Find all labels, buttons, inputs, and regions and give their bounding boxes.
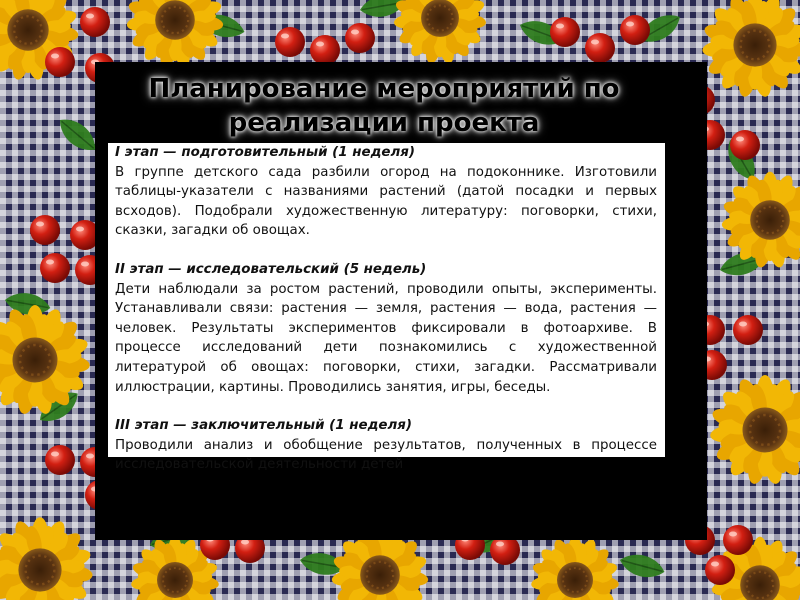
- slide-title: Планирование мероприятий по реализации проекта: [148, 74, 620, 138]
- stage-text: В группе детского сада разбили огород на подоконнике. Изготовили таблицы-указатели с названиями растений (датой посадки и первых всходов). Подобрали художественную литературу: поговорки, стихи, сказки, загадки об овощах.: [115, 164, 657, 239]
- content-box: [108, 143, 665, 473]
- stage-text: Дети наблюдали за ростом растений, проводили опыты, эксперименты. Устанавливали связи: растения — земля, растения — вода, растения — человек. Результаты экспериментов фиксировали в фотоархиве. В процессе исследований дети познакомились с художественной литературой об овощах: поговорки, стихи, загадки. Рассматривали иллюстрации, картины. Проводились занятия, игры, беседы.: [115, 281, 657, 395]
- stage-heading: II этап — исследовательский (5 недель): [115, 261, 427, 277]
- stage-text: Проводили анализ и обобщение результатов, полученных в процессе исследовательской деятельности детей: [115, 437, 657, 473]
- stage-heading: III этап — заключительный (1 неделя): [115, 418, 412, 434]
- stage-heading: I этап — подготовительный (1 неделя): [115, 145, 416, 160]
